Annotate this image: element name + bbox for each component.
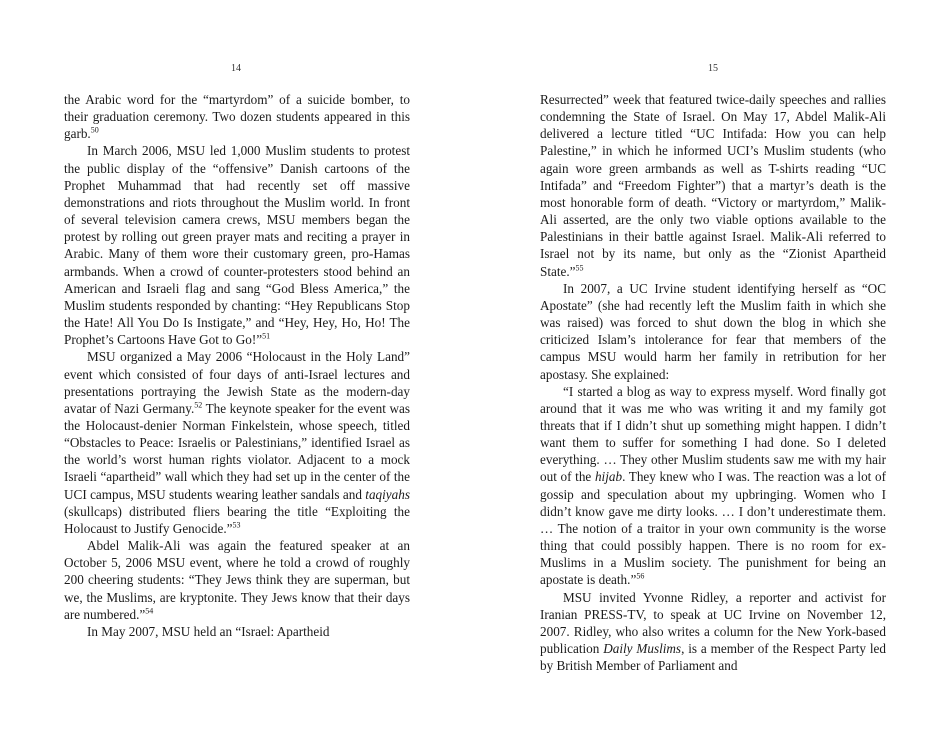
left-page-number: 14 xyxy=(231,63,241,74)
footnote-marker: 50 xyxy=(90,125,99,135)
text-run: Resurrected” week that featured twice-daily speeches and rallies condemning the State of Israel. On May 17, Abdel Malik-Ali delivered a lecture titled “UC Intifada: How you can help Palestine,” in which he informed UCI’s Muslim students (who again wore green armbands as well as T-shirts reading “UC Intifada” and “Freedom Fighter”) that a martyr’s death is the most honorable form of death. “Victory or martyrdom,” Malik-Ali asserted, are the only two viable options available to the Palestinians in their battle against Israel. Malik-Ali referred to Israel not by its name, but only as the “Zionist Apartheid State.” xyxy=(540,92,886,279)
text-run: In 2007, a UC Irvine student identifying herself as “OC Apostate” (she had recently left the Muslim faith in which she was raised) was forced to shut down the blog in which she criticized Islam’s intolerance for fear that members of the campus MSU would harm her family in retribution for her apostasy. She explained: xyxy=(540,280,886,382)
paragraph xyxy=(64,348,410,537)
text-run: MSU organized a May 2006 “Holocaust in the Holy Land” event which consisted of four days of anti-Israel lectures and presentations portraying the Jewish State as the modern-day avatar of Nazi Germany. xyxy=(64,349,410,416)
paragraph xyxy=(540,280,886,383)
paragraph xyxy=(64,91,410,142)
right-page-number: 15 xyxy=(708,63,718,74)
footnote-marker: 53 xyxy=(232,520,241,530)
italic-text: Daily Muslims xyxy=(603,641,682,656)
text-run: MSU invited Yvonne Ridley, a reporter and activist for Iranian PRESS-TV, to speak at UC Irvine on November 12, 2007. Ridley, who also writes a column for the New York-based publication xyxy=(540,589,886,656)
italic-text: taqiyahs xyxy=(365,486,410,502)
footnote-marker: 52 xyxy=(194,400,203,410)
text-run: . They knew who I was. The reaction was a lot of gossip and speculation about my upbringing. Women who I didn’t know gave me dirty looks. … I don’t underestimate them. … The notion of a traitor in your own community is the worse thing that could possibly happen. There is no room for ex-Muslims in a Muslim society. The punishment for being an apostate is death.” xyxy=(540,469,886,588)
paragraph xyxy=(64,537,410,623)
footnote-marker: 55 xyxy=(575,263,584,273)
text-run: The keynote speaker for the event was the Holocaust-denier Norman Finkelstein, whose speech, titled “Obstacles to Peace: Israelis or Palestinians,” identified Israel as the world’s worst human rights violator. Adjacent to a mock Israeli “apartheid” wall which they had set up in the center of the UCI campus, MSU students wearing leather sandals and xyxy=(64,400,410,502)
paragraph xyxy=(540,91,886,280)
paragraph xyxy=(540,383,886,589)
text-run: Abdel Malik-Ali was again the featured speaker at an October 5, 2006 MSU event, where he told a crowd of roughly 200 cheering students: “They Jews think they are superman, but we, the Muslims, are kryptonite. They Jews know that their days are numbered.” xyxy=(64,538,410,622)
left-page-text xyxy=(64,91,410,640)
right-page-text xyxy=(540,91,886,674)
footnote-marker: 56 xyxy=(636,571,645,581)
paragraph xyxy=(540,589,886,675)
text-run: In May 2007, MSU held an “Israel: Apartheid xyxy=(87,623,330,639)
italic-text: hijab xyxy=(594,469,623,485)
footnote-marker: 54 xyxy=(145,606,154,616)
text-run: In March 2006, MSU led 1,000 Muslim students to protest the public display of the “offensive” Danish cartoons of the Prophet Muhammad that had recently set off massive demonstrations and riots throughout the Muslim world. In front of several television camera crews, MSU members began the protest by rolling out green prayer mats and reciting a prayer in Arabic. Many of them wore their customary green, pro-Hamas armbands. When a crowd of counter-protesters stood behind an American and Israeli flag and sang “God Bless America,” the Muslim students responded by chanting: “Hey Republicans Stop the Hate! All You Do Is Instigate,” and “Hey, Hey, Ho, Ho! The Prophet’s Cartoons Have Got to Go!” xyxy=(64,143,410,348)
text-run: , is a member of the Respect Party led by British Member of Parliament and xyxy=(540,641,886,674)
paragraph xyxy=(64,142,410,348)
text-run: the Arabic word for the “martyrdom” of a suicide bomber, to their graduation ceremony. Two dozen students appeared in this garb. xyxy=(64,92,410,142)
text-run: “I started a blog as way to express myself. Word finally got around that it was me who was writing it and my family got threats that if I didn’t shut up something might happen. I didn’t want them to suffer for something I had done. So I deleted everything. … They other Muslim students saw me with my hair out of the xyxy=(540,383,886,485)
paragraph xyxy=(64,623,410,640)
footnote-marker: 51 xyxy=(262,331,271,341)
text-run: (skullcaps) distributed fliers bearing the title “Exploiting the Holocaust to Justify Genocide.” xyxy=(64,503,410,536)
